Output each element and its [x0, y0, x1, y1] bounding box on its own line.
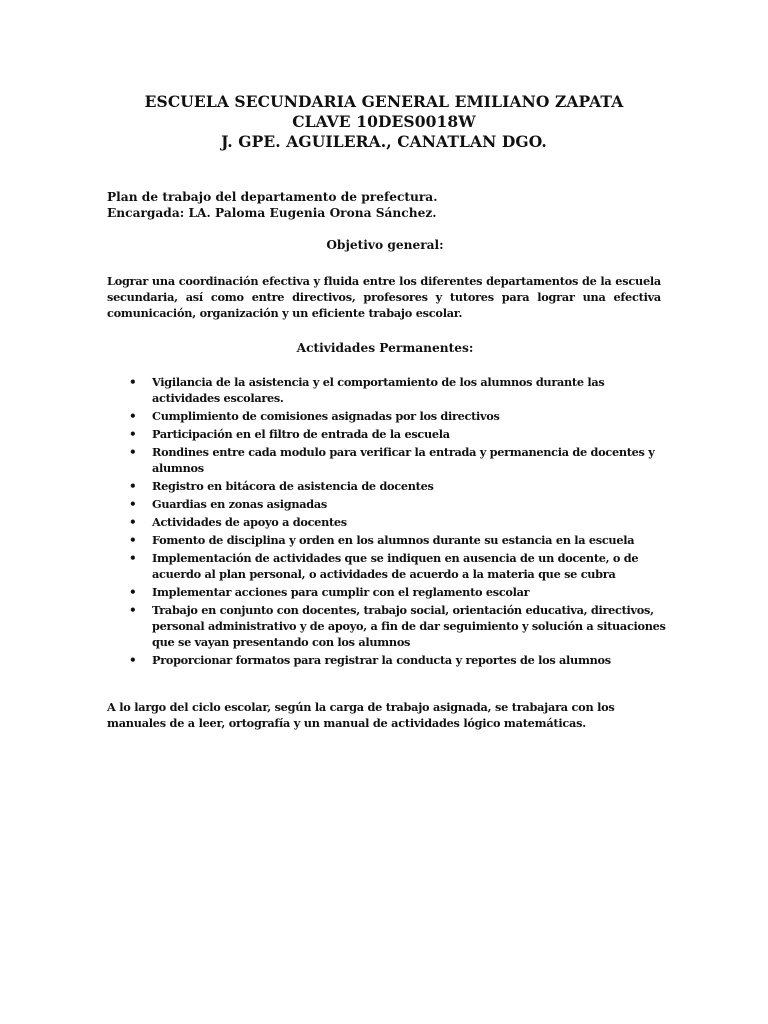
- list-item-text: Proporcionar formatos para registrar la conducta y reportes de los alumnos: [152, 653, 611, 667]
- bullet-icon: •: [129, 533, 137, 547]
- list-item: [107, 550, 667, 582]
- closing-paragraph: A lo largo del ciclo escolar, según la carga de trabajo asignada, se trabajara con los manuales de a leer, ortografía y un manual de actividades lógico matemáticas.: [107, 700, 615, 730]
- list-item-text: Cumplimiento de comisiones asignadas por los directivos: [152, 409, 500, 423]
- list-item: [107, 374, 667, 406]
- activities-heading: Actividades Permanentes:: [296, 341, 474, 355]
- bullet-icon: •: [129, 585, 137, 599]
- bullet-icon: •: [129, 603, 137, 617]
- activities-list: [107, 374, 667, 670]
- list-item-text: Registro en bitácora de asistencia de docentes: [152, 479, 434, 493]
- objective-paragraph: Lograr una coordinación efectiva y fluida entre los diferentes departamentos de la escuela secundaria, así como entre directivos, profesores y tutores para lograr una efectiva comunicación, organización y un eficiente trabajo escolar.: [107, 274, 661, 320]
- school-name: ESCUELA SECUNDARIA GENERAL EMILIANO ZAPATA: [144, 92, 624, 111]
- list-item: [107, 444, 667, 476]
- list-item-text: Fomento de disciplina y orden en los alumnos durante su estancia en la escuela: [152, 533, 635, 547]
- list-item: [107, 532, 667, 548]
- list-item: [107, 602, 667, 650]
- list-item-text: Implementar acciones para cumplir con el reglamento escolar: [152, 585, 530, 599]
- school-location: J. GPE. AGUILERA., CANATLAN DGO.: [221, 132, 547, 151]
- bullet-icon: •: [129, 445, 137, 459]
- bullet-icon: •: [129, 427, 137, 441]
- list-item: [107, 514, 667, 530]
- encargada-line: Encargada: LA. Paloma Eugenia Orona Sánchez.: [107, 206, 437, 220]
- bullet-icon: •: [129, 497, 137, 511]
- bullet-icon: •: [129, 409, 137, 423]
- list-item-text: Vigilancia de la asistencia y el comportamiento de los alumnos durante las actividades escolares.: [152, 375, 605, 405]
- school-code: CLAVE 10DES0018W: [292, 112, 476, 131]
- objective-heading: Objetivo general:: [326, 238, 444, 252]
- list-item: [107, 652, 667, 668]
- intro-block: [107, 189, 667, 221]
- bullet-icon: •: [129, 375, 137, 389]
- list-item: [107, 426, 667, 442]
- list-item: [107, 408, 667, 424]
- list-item: [107, 496, 667, 512]
- list-item: [107, 478, 667, 494]
- list-item-text: Guardias en zonas asignadas: [152, 497, 327, 511]
- list-item-text: Participación en el filtro de entrada de la escuela: [152, 427, 450, 441]
- list-item: [107, 584, 667, 600]
- bullet-icon: •: [129, 479, 137, 493]
- list-item-text: Rondines entre cada modulo para verificar la entrada y permanencia de docentes y alumnos: [152, 445, 655, 475]
- plan-title: Plan de trabajo del departamento de prefectura.: [107, 190, 438, 204]
- list-item-text: Actividades de apoyo a docentes: [152, 515, 347, 529]
- bullet-icon: •: [129, 515, 137, 529]
- bullet-icon: •: [129, 551, 137, 565]
- list-item-text: Implementación de actividades que se indiquen en ausencia de un docente, o de acuerdo al plan personal, o actividades de acuerdo a la materia que se cubra: [152, 551, 639, 581]
- bullet-icon: •: [129, 653, 137, 667]
- list-item-text: Trabajo en conjunto con docentes, trabajo social, orientación educativa, directivos, personal administrativo y de apoyo, a fin de dar seguimiento y solución a situaciones que se vayan presentando con los alumnos: [152, 603, 666, 649]
- document-header: [100, 92, 668, 152]
